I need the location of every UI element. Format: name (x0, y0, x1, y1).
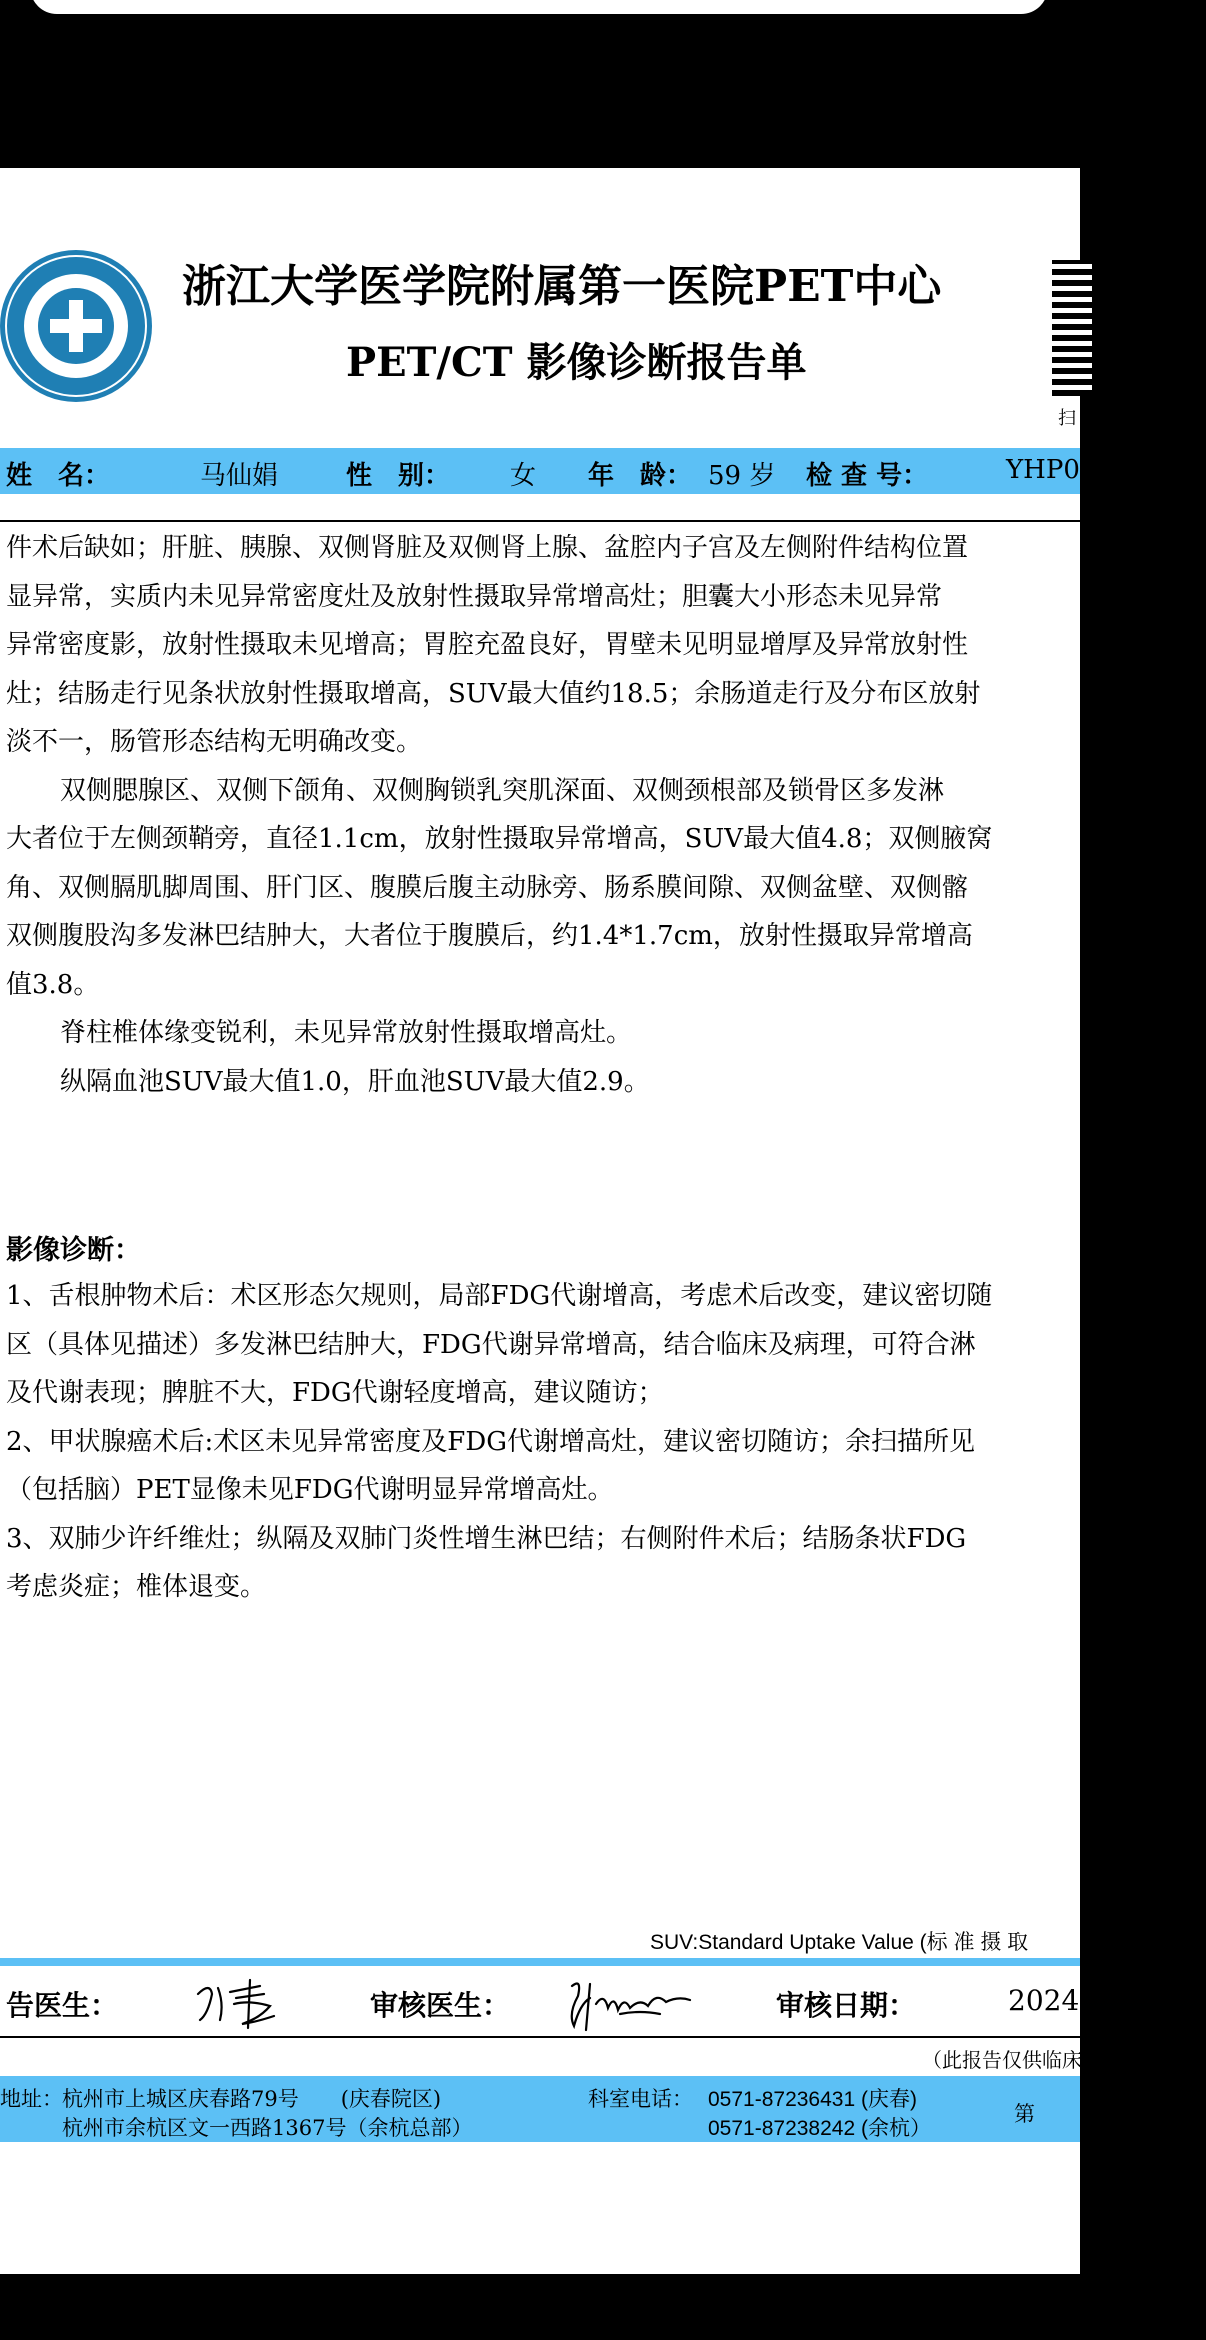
qr-code-icon[interactable] (1052, 260, 1092, 396)
address-bar (0, 2076, 1080, 2142)
address-line-1: 杭州市上城区庆春路79号 (庆春院区) (62, 2087, 442, 2111)
report-document (0, 168, 1097, 2274)
qr-caption: 扫 (1058, 408, 1076, 429)
address-label: 地址： (0, 2087, 63, 2111)
navigation-bar-area (0, 2274, 1080, 2340)
diagnosis-line: （包括脑）PET显像未见FDG代谢明显异常增高灶。 (6, 1475, 614, 1505)
patient-info-bar (0, 448, 1097, 494)
diagnosis-line: 3、双肺少许纤维灶；纵隔及双肺门炎性增生淋巴结；右侧附件术后；结肠条状FDG (6, 1523, 967, 1554)
hospital-logo (0, 250, 152, 402)
diagnosis-label: 影像诊断： (6, 1235, 141, 1266)
findings-line: 灶；结肠走行见条状放射性摄取增高，SUV最大值约18.5；余肠道走行及分布区放射 (6, 678, 981, 709)
findings-line: 值3.8。 (6, 969, 100, 1000)
review-date-label: 审核日期： (776, 1989, 917, 2022)
diagnosis-line: 2、甲状腺癌术后:术区未见异常密度及FDG代谢增高灶，建议密切随访；余扫描所见 (6, 1426, 975, 1457)
page-label: 第 (1014, 2102, 1035, 2126)
findings-line: 角、双侧膈肌脚周围、肝门区、腹膜后腹主动脉旁、肠系膜间隙、双侧盆壁、双侧髂 (6, 872, 969, 903)
hospital-title: 浙江大学医学院附属第一医院PET中心 (182, 261, 942, 312)
sex-label: 性 别： (346, 461, 451, 491)
sex-value: 女 (510, 461, 537, 491)
name-value: 马仙娟 (200, 461, 279, 491)
divider (0, 2036, 1080, 2038)
report-title: PET/CT 影像诊断报告单 (346, 339, 807, 386)
findings-line: 淡不一，肠管形态结构无明确改变。 (6, 727, 423, 757)
diagnosis-line: 1、舌根肿物术后：术区形态欠规则，局部FDG代谢增高，考虑术后改变，建议密切随 (6, 1281, 993, 1311)
diagnosis-text (6, 1272, 1206, 1612)
divider (0, 520, 1080, 522)
findings-line: 双侧腹股沟多发淋巴结肿大，大者位于腹膜后，约1.4*1.7cm，放射性摄取异常增高 (6, 921, 973, 951)
findings-line: 显异常，实质内未见异常密度灶及放射性摄取异常增高灶；胆囊大小形态未见异常 (6, 581, 943, 612)
accent-line (0, 1958, 1080, 1966)
signature-row (0, 1968, 1089, 2036)
review-doctor-label: 审核医生： (370, 1989, 511, 2022)
findings-line: 异常密度影，放射性摄取未见增高；胃腔充盈良好，胃壁未见明显增厚及异常放射性 (6, 630, 969, 660)
findings-text (6, 524, 1206, 1106)
diagnosis-line: 考虑炎症；椎体退变。 (6, 1572, 267, 1602)
diagnosis-line: 及代谢表现；脾脏不大，FDG代谢轻度增高，建议随访； (6, 1378, 664, 1408)
phone-label: 科室电话： (588, 2087, 693, 2111)
disclaimer: （此报告仅供临床 (922, 2048, 1082, 2072)
exam-label: 检 查 号： (806, 461, 929, 491)
review-doctor-signature (560, 1974, 710, 2034)
findings-line: 纵隔血池SUV最大值1.0，肝血池SUV最大值2.9。 (60, 1066, 650, 1097)
report-doctor-signature (190, 1974, 310, 2030)
phone-2: 0571-87238242 (余杭） (708, 2117, 931, 2140)
name-label: 姓 名： (6, 461, 111, 491)
findings-line: 脊柱椎体缘变锐利，未见异常放射性摄取增高灶。 (60, 1018, 633, 1048)
suv-note: SUV:Standard Uptake Value (标 准 摄 取 (650, 1931, 1029, 1954)
age-label: 年 龄： (588, 461, 693, 491)
diagnosis-line: 区（具体见描述）多发淋巴结肿大，FDG代谢异常增高，结合临床及病理，可符合淋 (6, 1329, 976, 1360)
top-card-edge (30, 0, 1048, 14)
report-doctor-label: 告医生： (6, 1989, 119, 2022)
phone-1: 0571-87236431 (庆春) (708, 2088, 917, 2111)
age-value: 59 岁 (708, 461, 776, 491)
status-bar-area (0, 0, 1080, 168)
address-line-2: 杭州市余杭区文一西路1367号（余杭总部） (62, 2116, 473, 2140)
exam-value: YHP00 (1006, 455, 1097, 485)
review-date-value: 2024- (1008, 1984, 1089, 2017)
findings-line: 件术后缺如；肝脏、胰腺、双侧肾脏及双侧肾上腺、盆腔内子宫及左侧附件结构位置 (6, 533, 969, 563)
findings-line: 大者位于左侧颈鞘旁，直径1.1cm，放射性摄取异常增高，SUV最大值4.8；双侧腋窝 (6, 824, 993, 854)
findings-line: 双侧腮腺区、双侧下颌角、双侧胸锁乳突肌深面、双侧颈根部及锁骨区多发淋 (60, 775, 945, 806)
